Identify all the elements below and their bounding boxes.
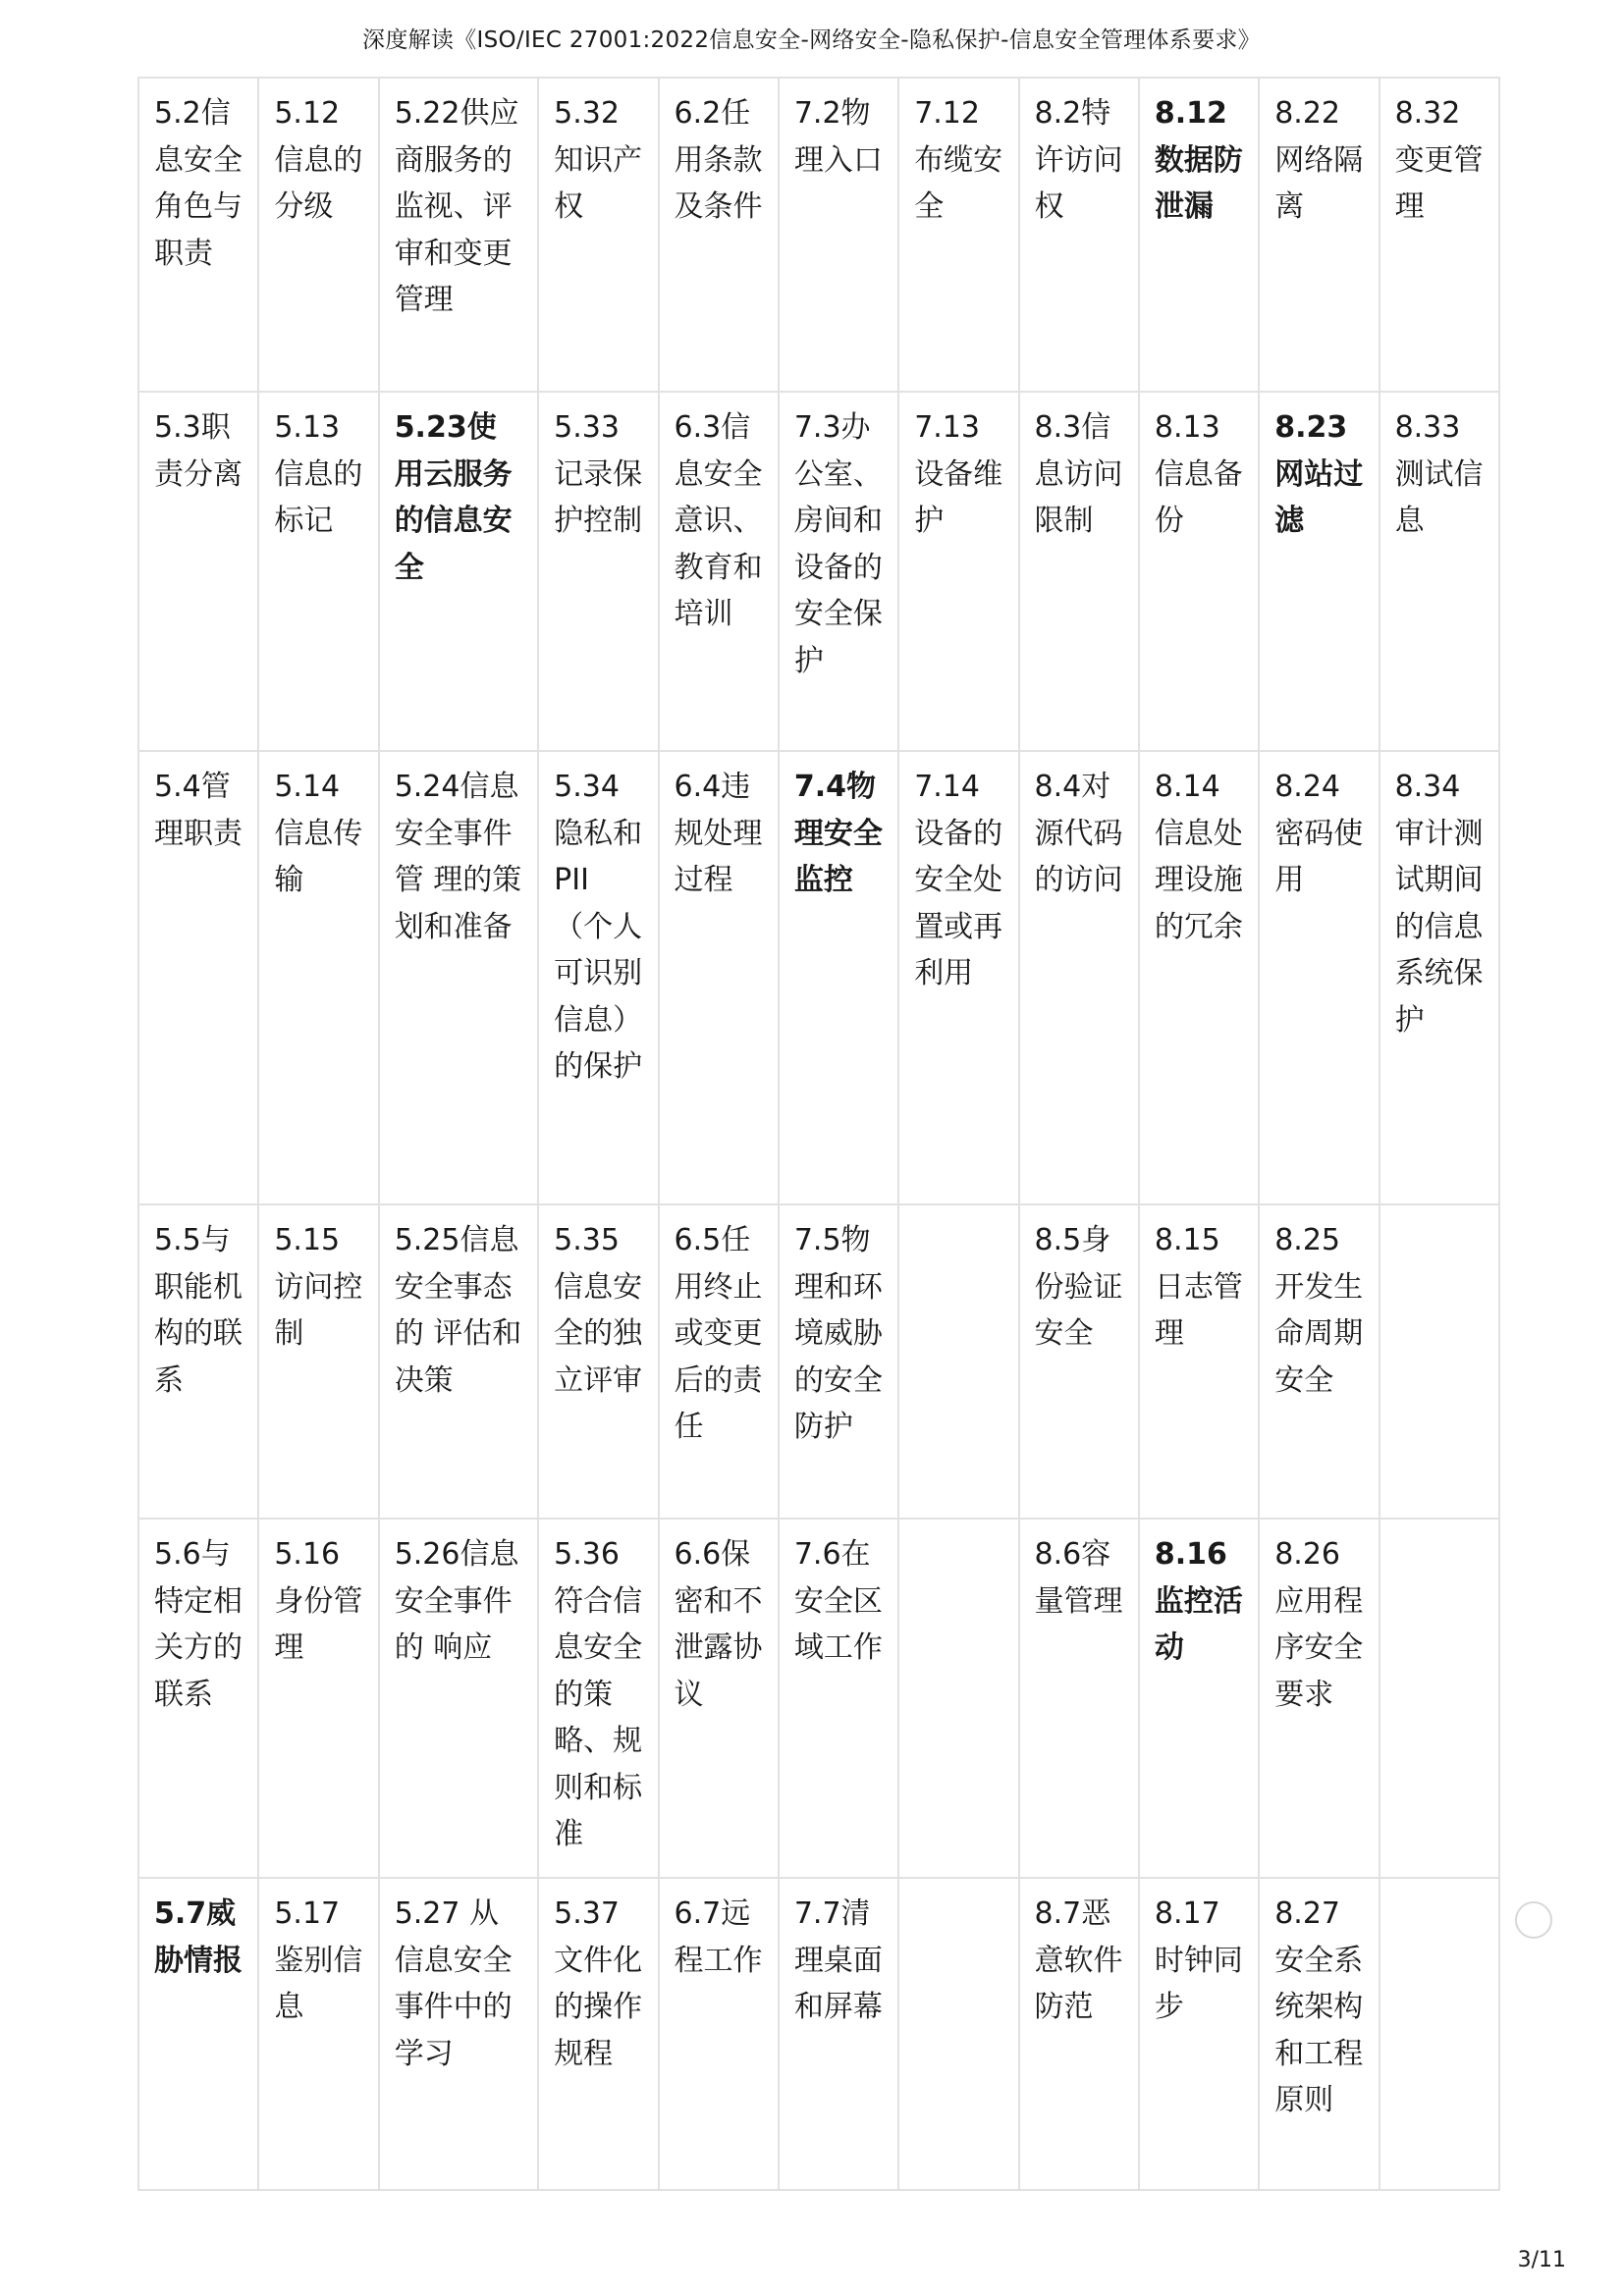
table-cell: 7.13设备维护 bbox=[898, 392, 1018, 751]
table-cell: 7.6在安全区域工作 bbox=[779, 1519, 898, 1878]
table-cell: 5.27 从信息安全事件中的学习 bbox=[379, 1878, 538, 2190]
table-row bbox=[138, 1204, 1499, 1519]
table-cell: 8.27安全系统架构和工程原则 bbox=[1259, 1878, 1379, 2190]
table-cell: 5.7威胁情报 bbox=[138, 1878, 258, 2190]
table-row bbox=[138, 1878, 1499, 2190]
table-cell: 5.3职责分离 bbox=[138, 392, 258, 751]
table-cell: 8.5身份验证安全 bbox=[1019, 1204, 1139, 1519]
table-row bbox=[138, 751, 1499, 1204]
table-cell: 8.4对源代码的访问 bbox=[1019, 751, 1139, 1204]
table-cell: 8.23网站过滤 bbox=[1259, 392, 1379, 751]
table-row bbox=[138, 392, 1499, 751]
table-cell: 8.15日志管理 bbox=[1139, 1204, 1259, 1519]
table-cell: 5.17鉴别信息 bbox=[258, 1878, 378, 2190]
table-cell: 5.12信息的分级 bbox=[258, 78, 378, 392]
table-cell: 5.5与职能机构的联系 bbox=[138, 1204, 258, 1519]
table-cell: 8.24密码使用 bbox=[1259, 751, 1379, 1204]
table-cell: 8.34审计测试期间的信息系统保护 bbox=[1380, 751, 1499, 1204]
table-row bbox=[138, 78, 1499, 392]
table-cell: 8.16监控活动 bbox=[1139, 1519, 1259, 1878]
table-cell: 5.6与特定相关方的联系 bbox=[138, 1519, 258, 1878]
table-cell bbox=[898, 1204, 1018, 1519]
table-cell: 8.14信息处理设施的冗余 bbox=[1139, 751, 1259, 1204]
table-row bbox=[138, 1519, 1499, 1878]
table-cell: 6.3信息安全意识、教育和培训 bbox=[659, 392, 779, 751]
page-header: 深度解读《ISO/IEC 27001:2022信息安全-网络安全-隐私保护-信息安全管理体系要求》 bbox=[362, 27, 1261, 53]
table-cell: 8.22网络隔离 bbox=[1259, 78, 1379, 392]
table-cell: 6.5任用终止或变更后的责任 bbox=[659, 1204, 779, 1519]
table-cell: 5.25信息安全事态的 评估和决策 bbox=[379, 1204, 538, 1519]
table-cell bbox=[1380, 1878, 1499, 2190]
table-cell bbox=[898, 1878, 1018, 2190]
table-cell: 5.32知识产权 bbox=[538, 78, 658, 392]
table-cell: 6.4违规处理过程 bbox=[659, 751, 779, 1204]
table-cell: 7.14设备的安全处置或再利用 bbox=[898, 751, 1018, 1204]
table-cell: 5.14信息传输 bbox=[258, 751, 378, 1204]
table-cell: 5.24信息安全事件管 理的策划和准备 bbox=[379, 751, 538, 1204]
table-cell: 8.17时钟同步 bbox=[1139, 1878, 1259, 2190]
table-cell: 5.37文件化的操作规程 bbox=[538, 1878, 658, 2190]
table-cell: 8.3信息访问限制 bbox=[1019, 392, 1139, 751]
table-cell bbox=[1380, 1519, 1499, 1878]
table-cell: 8.33测试信息 bbox=[1380, 392, 1499, 751]
table-cell bbox=[898, 1519, 1018, 1878]
table-cell: 5.35信息安全的独立评审 bbox=[538, 1204, 658, 1519]
table-cell: 8.13信息备份 bbox=[1139, 392, 1259, 751]
table-cell: 6.2任用条款及条件 bbox=[659, 78, 779, 392]
table-cell: 7.12布缆安全 bbox=[898, 78, 1018, 392]
table-cell: 7.4物理安全监控 bbox=[779, 751, 898, 1204]
table-cell bbox=[1380, 1204, 1499, 1519]
table-cell: 8.12数据防泄漏 bbox=[1139, 78, 1259, 392]
table-cell: 8.26应用程序安全要求 bbox=[1259, 1519, 1379, 1878]
table-cell: 6.7远程工作 bbox=[659, 1878, 779, 2190]
table-cell: 7.3办公室、房间和设备的安全保护 bbox=[779, 392, 898, 751]
table-cell: 5.23使用云服务的信息安全 bbox=[379, 392, 538, 751]
table-cell: 5.34隐私和PII （个人可识别信息）的保护 bbox=[538, 751, 658, 1204]
table-cell: 7.5物理和环境威胁的安全防护 bbox=[779, 1204, 898, 1519]
controls-table bbox=[137, 77, 1500, 2191]
page-number: 3/11 bbox=[1517, 2248, 1566, 2272]
table-cell: 8.25开发生命周期安全 bbox=[1259, 1204, 1379, 1519]
table-cell: 7.7清理桌面和屏幕 bbox=[779, 1878, 898, 2190]
table-cell: 6.6保密和不泄露协议 bbox=[659, 1519, 779, 1878]
table-cell: 5.36符合信息安全的策略、规则和标 准 bbox=[538, 1519, 658, 1878]
table-cell: 5.33记录保护控制 bbox=[538, 392, 658, 751]
table-cell: 8.6容量管理 bbox=[1019, 1519, 1139, 1878]
table-cell: 8.7恶意软件防范 bbox=[1019, 1878, 1139, 2190]
table-cell: 5.4管理职责 bbox=[138, 751, 258, 1204]
table-cell: 5.16身份管理 bbox=[258, 1519, 378, 1878]
table-cell: 5.13信息的标记 bbox=[258, 392, 378, 751]
table-cell: 5.22供应商服务的监视、评审和变更管理 bbox=[379, 78, 538, 392]
table-cell: 7.2物理入口 bbox=[779, 78, 898, 392]
table-cell: 5.15访问控制 bbox=[258, 1204, 378, 1519]
circle-icon[interactable] bbox=[1515, 1901, 1552, 1939]
table-cell: 5.2信息安全角色与职责 bbox=[138, 78, 258, 392]
table-cell: 8.32变更管理 bbox=[1380, 78, 1499, 392]
table-cell: 8.2特许访问权 bbox=[1019, 78, 1139, 392]
table-cell: 5.26信息安全事件的 响应 bbox=[379, 1519, 538, 1878]
